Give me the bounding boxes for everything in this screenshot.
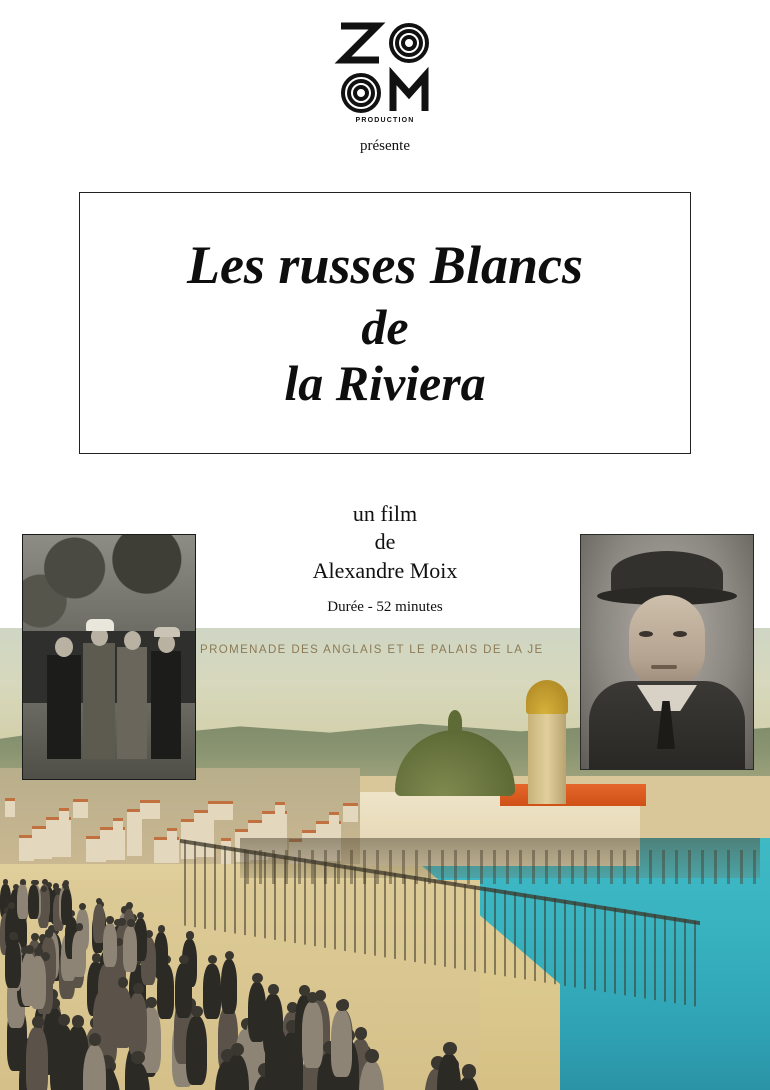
title-line-1: Les russes Blancs	[186, 234, 584, 295]
portrait-eye-left	[639, 631, 653, 637]
inset-left-figure-2	[83, 643, 115, 759]
inset-left-figure-1	[47, 655, 81, 759]
promenade-figure	[98, 964, 115, 1019]
portrait-eye-right	[673, 631, 687, 637]
credit-duration: Durée - 52 minutes	[327, 599, 443, 615]
promenade-figure	[203, 964, 220, 1019]
inset-left-figure-4	[151, 651, 181, 759]
credit-film: un film	[352, 501, 418, 526]
promenade-figure-head	[137, 912, 144, 919]
promenade-figure-head	[72, 1015, 84, 1027]
promenade-figure-head	[32, 1016, 44, 1028]
palace-tower	[528, 704, 566, 804]
promenade-figure	[437, 1054, 461, 1090]
title-box	[79, 192, 691, 454]
promenade-figure	[52, 1025, 74, 1090]
promenade-figure	[263, 994, 282, 1057]
promenade-figure	[5, 939, 20, 988]
promenade-figure-head	[31, 933, 39, 941]
promenade-figure-head	[45, 929, 53, 937]
inset-left-officer-cap	[86, 619, 114, 631]
promenade-figure-head	[225, 951, 234, 960]
promenade-figure-head	[31, 880, 37, 886]
promenade-figure-head	[191, 1006, 203, 1018]
promenade-figure-head	[58, 1014, 70, 1026]
promenade-figure	[103, 923, 117, 967]
logo-block	[0, 14, 770, 155]
promenade-figure-head	[127, 919, 135, 927]
inset-left-head-1	[55, 637, 73, 657]
promenade-figure-head	[3, 879, 9, 885]
portrait-mouth	[651, 665, 677, 669]
credit-director: Alexandre Moix	[312, 558, 458, 584]
promenade-figure-head	[133, 983, 144, 994]
palace-dome-finial	[448, 710, 462, 734]
palace-tower-dome	[526, 680, 568, 714]
promenade-figure-head	[20, 879, 26, 885]
promenade-figure	[175, 963, 192, 1018]
palace-roof	[500, 784, 646, 806]
portrait-face	[629, 595, 705, 687]
promenade-figure-head	[158, 925, 166, 933]
promenade-figure-head	[106, 916, 114, 924]
promenade-figure-head	[268, 984, 279, 995]
inset-left-figure-3	[117, 647, 147, 759]
title-line-2: de	[361, 299, 409, 356]
promenade-figure-head	[146, 997, 157, 1008]
promenade-figure	[17, 884, 28, 918]
promenade-figure-head	[208, 955, 217, 964]
promenade-figure-head	[462, 1064, 476, 1078]
promenade-figure	[331, 1010, 352, 1077]
promenade-figure-head	[179, 955, 188, 964]
promenade-figure-head	[443, 1042, 456, 1055]
promenade-figure-head	[252, 973, 262, 983]
promenade-figure	[123, 926, 137, 971]
promenade-figure-head	[42, 879, 48, 885]
promenade-figure-head	[336, 1000, 347, 1011]
promenade-figure	[26, 1027, 48, 1090]
promenade-figure	[128, 993, 147, 1056]
presente-label: présente	[360, 138, 410, 154]
postcard-caption: PROMENADE DES ANGLAIS ET LE PALAIS DE LA JE	[200, 644, 544, 656]
promenade-figure	[61, 889, 72, 925]
promenade-figure	[186, 1016, 207, 1085]
zoom-logo-icon	[331, 14, 439, 122]
promenade-figure-head	[118, 977, 128, 987]
inset-photo-group	[22, 534, 196, 780]
credit-de: de	[374, 529, 396, 555]
promenade-figure	[72, 931, 86, 977]
postcard-crowd	[0, 878, 560, 1090]
promenade-figure	[21, 953, 37, 1005]
promenade-figure-head	[186, 931, 194, 939]
promenade-figure-head	[131, 1051, 145, 1065]
palace-dome	[395, 730, 515, 796]
promenade-figure	[154, 932, 169, 979]
logo-subtitle: PRODUCTION	[355, 117, 415, 124]
promenade-figure-head	[63, 884, 69, 890]
inset-photo-portrait	[580, 534, 754, 770]
promenade-figure	[28, 885, 39, 919]
promenade-figure-head	[365, 1049, 379, 1063]
promenade-figure-head	[9, 932, 17, 940]
promenade-figure-head	[355, 1027, 368, 1040]
inset-left-head-3	[124, 631, 141, 650]
promenade-figure	[221, 959, 238, 1013]
title-line-3: la Riviera	[284, 355, 486, 412]
inset-left-kepi	[154, 627, 180, 637]
promenade-figure-head	[118, 918, 126, 926]
promenade-figure	[302, 1002, 322, 1067]
